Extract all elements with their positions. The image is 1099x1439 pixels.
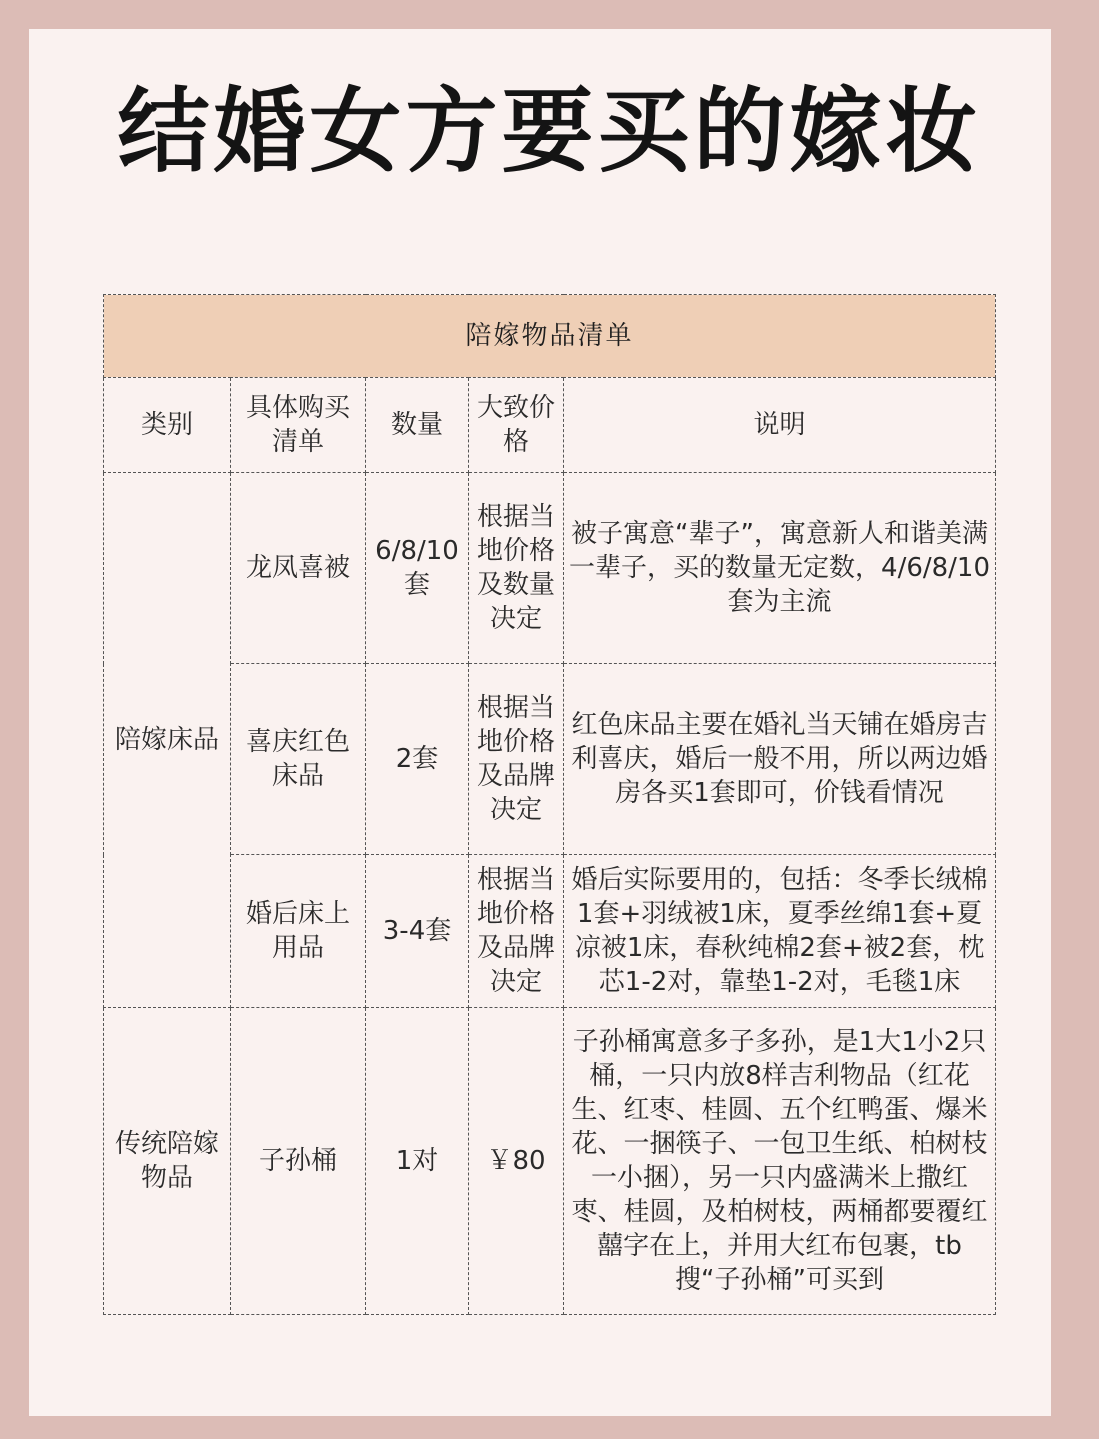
header-item: 具体购买清单 bbox=[231, 378, 366, 473]
header-price: 大致价格 bbox=[469, 378, 564, 473]
category-cell: 传统陪嫁物品 bbox=[104, 1008, 231, 1315]
price-cell: 根据当地价格及品牌决定 bbox=[469, 664, 564, 855]
note-cell: 被子寓意“辈子”，寓意新人和谐美满一辈子，买的数量无定数，4/6/8/10套为主流 bbox=[564, 473, 996, 664]
header-category: 类别 bbox=[104, 378, 231, 473]
header-quantity: 数量 bbox=[366, 378, 469, 473]
note-cell: 红色床品主要在婚礼当天铺在婚房吉利喜庆，婚后一般不用，所以两边婚房各买1套即可，价钱看情况 bbox=[564, 664, 996, 855]
price-cell: 根据当地价格及数量决定 bbox=[469, 473, 564, 664]
note-cell: 婚后实际要用的，包括：冬季长绒棉1套+羽绒被1床，夏季丝绵1套+夏凉被1床，春秋纯棉2套+被2套，枕芯1-2对，靠垫1-2对，毛毯1床 bbox=[564, 855, 996, 1008]
quantity-cell: 3-4套 bbox=[366, 855, 469, 1008]
page-title: 结婚女方要买的嫁妆 bbox=[117, 78, 982, 185]
category-cell: 陪嫁床品 bbox=[104, 473, 231, 1008]
table-row bbox=[104, 855, 996, 1008]
item-cell: 喜庆红色床品 bbox=[231, 664, 366, 855]
price-cell: ￥80 bbox=[469, 1008, 564, 1315]
quantity-cell: 1对 bbox=[366, 1008, 469, 1315]
dowry-list-table bbox=[103, 294, 996, 1315]
quantity-cell: 6/8/10套 bbox=[366, 473, 469, 664]
item-cell: 龙凤喜被 bbox=[231, 473, 366, 664]
header-note: 说明 bbox=[564, 378, 996, 473]
table-row bbox=[104, 664, 996, 855]
table-header-row bbox=[104, 378, 996, 473]
quantity-cell: 2套 bbox=[366, 664, 469, 855]
price-cell: 根据当地价格及品牌决定 bbox=[469, 855, 564, 1008]
table-row bbox=[104, 473, 996, 664]
item-cell: 子孙桶 bbox=[231, 1008, 366, 1315]
table-banner: 陪嫁物品清单 bbox=[104, 295, 996, 378]
note-cell: 子孙桶寓意多子多孙，是1大1小2只桶，一只内放8样吉利物品（红花生、红枣、桂圆、五个红鸭蛋、爆米花、一捆筷子、一包卫生纸、柏树枝一小捆），另一只内盛满米上撒红枣、桂圆，及柏树枝，两桶都要覆红囍字在上，并用大红布包裹，tb搜“子孙桶”可买到 bbox=[564, 1008, 996, 1315]
table-row bbox=[104, 1008, 996, 1315]
item-cell: 婚后床上用品 bbox=[231, 855, 366, 1008]
table-banner-row bbox=[104, 295, 996, 378]
